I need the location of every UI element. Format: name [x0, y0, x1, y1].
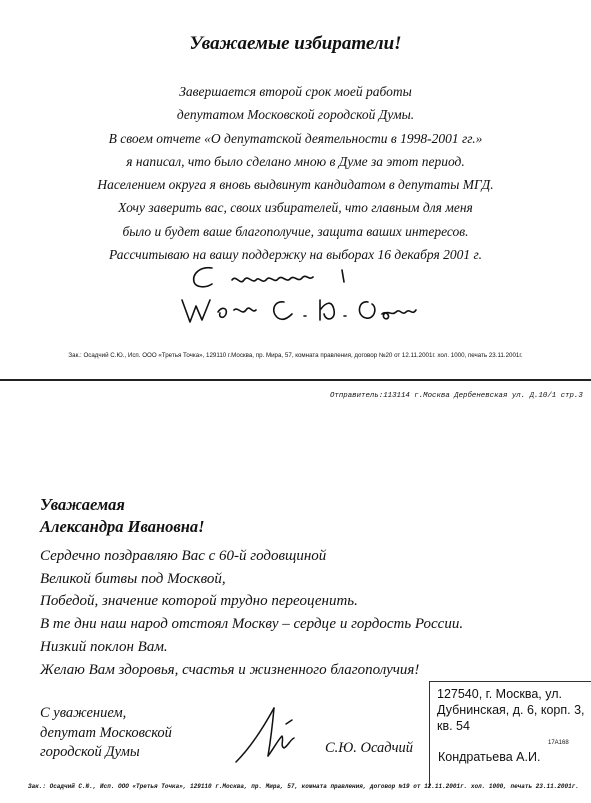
address-line: 127540, г. Москва, ул.	[437, 687, 562, 701]
card-line: Желаю Вам здоровья, счастья и жизненного благополучия!	[40, 661, 420, 678]
address-line: Дубнинская, д. 6, корп. 3,	[437, 703, 585, 717]
campaign-letter	[0, 0, 591, 380]
letter-line: Рассчитываю на вашу поддержку на выборах 16 декабря 2001 г.	[109, 247, 482, 263]
sender-address: Отправитель:113114 г.Москва Дербеневская ул. Д.10/1 стр.3	[330, 392, 583, 400]
recipient-address	[437, 686, 585, 734]
card-closing	[40, 704, 172, 763]
greeting-line: Уважаемая	[40, 495, 125, 514]
recipient-name: Кондратьева А.И.	[438, 750, 541, 764]
letter-line: Хочу заверить вас, своих избирателей, что главным для меня	[118, 200, 473, 216]
letter-line: Населением округа я вновь выдвинут кандидатом в депутаты МГД.	[97, 177, 494, 193]
greeting-line: Александра Ивановна!	[40, 517, 205, 536]
card-printer-imprint: Зак.: Осадчий С.Ю., Исп. ООО «Третья Точка», 129110 г.Москва, пр. Мира, 57, комната правления, договор №19 от 12.11.2001г. хол. 1000, печать 23.11.2001г.	[28, 783, 579, 790]
card-line: Сердечно поздравляю Вас с 60-й годовщиной	[40, 548, 327, 564]
printer-imprint: Зак.: Осадчий С.Ю., Исп. ООО «Третья Точка», 129110 г.Москва, пр. Мира, 57, комната правления, договор №20 от 12.11.2001г. хол. 1000, печать 23.11.2001г.	[68, 352, 523, 359]
closing-line: С уважением,	[40, 705, 127, 721]
card-line: В те дни наш народ отстоял Москву – сердце и гордость России.	[40, 616, 464, 633]
letter-line: было и будет ваше благополучие, защита ваших интересов.	[122, 223, 469, 239]
letter-line: я написал, что было сделано мною в Думе за этот период.	[126, 153, 465, 169]
closing-line: городской Думы	[40, 744, 140, 760]
letter-heading: Уважаемые избиратели!	[189, 33, 402, 54]
letter-line: В своем отчете «О депутатской деятельности в 1998-2001 гг.»	[108, 130, 483, 146]
card-greeting	[40, 494, 205, 538]
card-line: Низкий поклон Вам.	[40, 638, 168, 655]
signer-name: С.Ю. Осадчий	[325, 740, 414, 756]
card-body	[40, 545, 463, 681]
card-line: Великой битвы под Москвой,	[40, 570, 226, 587]
letter-line: депутатом Московской городской Думы.	[176, 107, 415, 123]
card-signature	[228, 700, 308, 770]
letter-line: Завершается второй срок моей работы	[179, 84, 412, 99]
card-line: Победой, значение которой трудно переоценить.	[40, 593, 358, 610]
label-code: 17А168	[548, 740, 569, 746]
closing-line: депутат Московской	[40, 724, 172, 741]
handwritten-signature	[172, 260, 422, 330]
letter-body	[0, 80, 591, 266]
address-line: кв. 54	[437, 719, 470, 733]
